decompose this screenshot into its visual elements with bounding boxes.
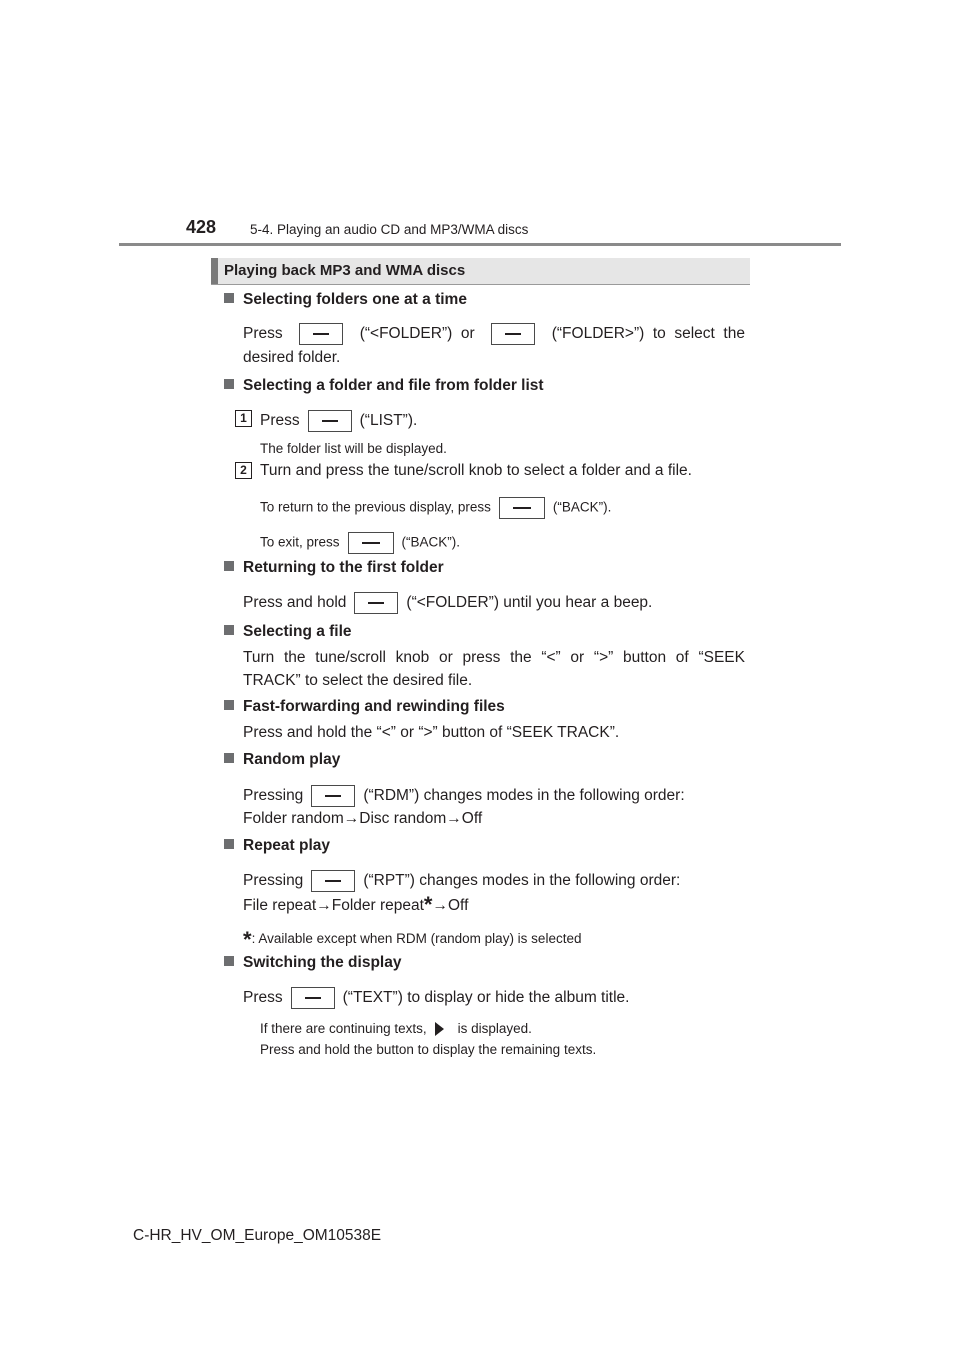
square-bullet-icon xyxy=(224,839,234,849)
heading-first-folder: Returning to the first folder xyxy=(224,559,444,577)
heading-switching-display: Switching the display xyxy=(224,954,401,972)
asterisk-mark: * xyxy=(423,892,433,917)
paragraph-random-play: Pressing (“RDM”) changes modes in the following order: xyxy=(243,785,685,807)
step-number-2: 2 xyxy=(235,462,252,479)
square-bullet-icon xyxy=(224,956,234,966)
paragraph-first-folder: Press and hold (“<FOLDER”) until you hear a beep. xyxy=(243,592,652,614)
paragraph-select-folder: Press (“<FOLDER”) or (“FOLDER>”) to select the xyxy=(243,323,745,345)
back-button-icon xyxy=(499,497,545,519)
note-back: To return to the previous display, press (“BACK”). xyxy=(260,497,611,519)
paragraph-switching-display: Press (“TEXT”) to display or hide the album title. xyxy=(243,987,629,1009)
asterisk-mark: * xyxy=(243,927,252,952)
repeat-mode-sequence: File repeat→Folder repeat*→Off xyxy=(243,892,469,917)
step-2-text: Turn and press the tune/scroll knob to select a folder and a file. xyxy=(260,462,692,479)
heading-selecting-folders: Selecting folders one at a time xyxy=(224,291,467,309)
step-1-text: Press (“LIST”). xyxy=(260,410,417,432)
chapter-heading: 5-4. Playing an audio CD and MP3/WMA discs xyxy=(250,222,529,237)
heading-selecting-file: Selecting a file xyxy=(224,623,352,641)
heading-fast-forward: Fast-forwarding and rewinding files xyxy=(224,698,505,716)
section-accent xyxy=(211,258,218,284)
note-remaining-texts: Press and hold the button to display the remaining texts. xyxy=(260,1042,597,1057)
folder-prev-button-icon xyxy=(354,592,398,614)
section-title-bar xyxy=(211,258,750,285)
note-continuing-texts: If there are continuing texts, is displayed. xyxy=(260,1021,532,1036)
paragraph-select-file: Turn the tune/scroll knob or press the “<” or “>” button of “SEEK xyxy=(243,649,745,666)
back-button-icon xyxy=(348,532,394,554)
folder-prev-button-icon xyxy=(299,323,343,345)
rpt-button-icon xyxy=(311,870,355,892)
text-button-icon xyxy=(291,987,335,1009)
square-bullet-icon xyxy=(224,625,234,635)
heading-repeat-play: Repeat play xyxy=(224,837,330,855)
heading-folder-list: Selecting a folder and file from folder list xyxy=(224,377,544,395)
step-1-note: The folder list will be displayed. xyxy=(260,441,447,456)
paragraph-repeat-play: Pressing (“RPT”) changes modes in the following order: xyxy=(243,870,680,892)
list-button-icon xyxy=(308,410,352,432)
paragraph-fast-forward: Press and hold the “<” or “>” button of “SEEK TRACK”. xyxy=(243,724,620,741)
page-number: 428 xyxy=(186,217,217,237)
section-title: Playing back MP3 and WMA discs xyxy=(224,262,466,279)
square-bullet-icon xyxy=(224,293,234,303)
footnote: *: Available except when RDM (random play) is selected xyxy=(243,927,582,952)
square-bullet-icon xyxy=(224,753,234,763)
note-exit: To exit, press (“BACK”). xyxy=(260,532,460,554)
square-bullet-icon xyxy=(224,700,234,710)
arrow-right-icon xyxy=(435,1022,444,1036)
folder-next-button-icon xyxy=(491,323,535,345)
header-rule xyxy=(119,243,841,246)
rdm-button-icon xyxy=(311,785,355,807)
square-bullet-icon xyxy=(224,379,234,389)
paragraph-line: desired folder. xyxy=(243,349,341,366)
heading-random-play: Random play xyxy=(224,751,340,769)
paragraph-line: TRACK” to select the desired file. xyxy=(243,672,473,689)
random-mode-sequence: Folder random→Disc random→Off xyxy=(243,810,483,827)
step-number-1: 1 xyxy=(235,410,252,427)
document-footer: C-HR_HV_OM_Europe_OM10538E xyxy=(133,1227,382,1244)
square-bullet-icon xyxy=(224,561,234,571)
